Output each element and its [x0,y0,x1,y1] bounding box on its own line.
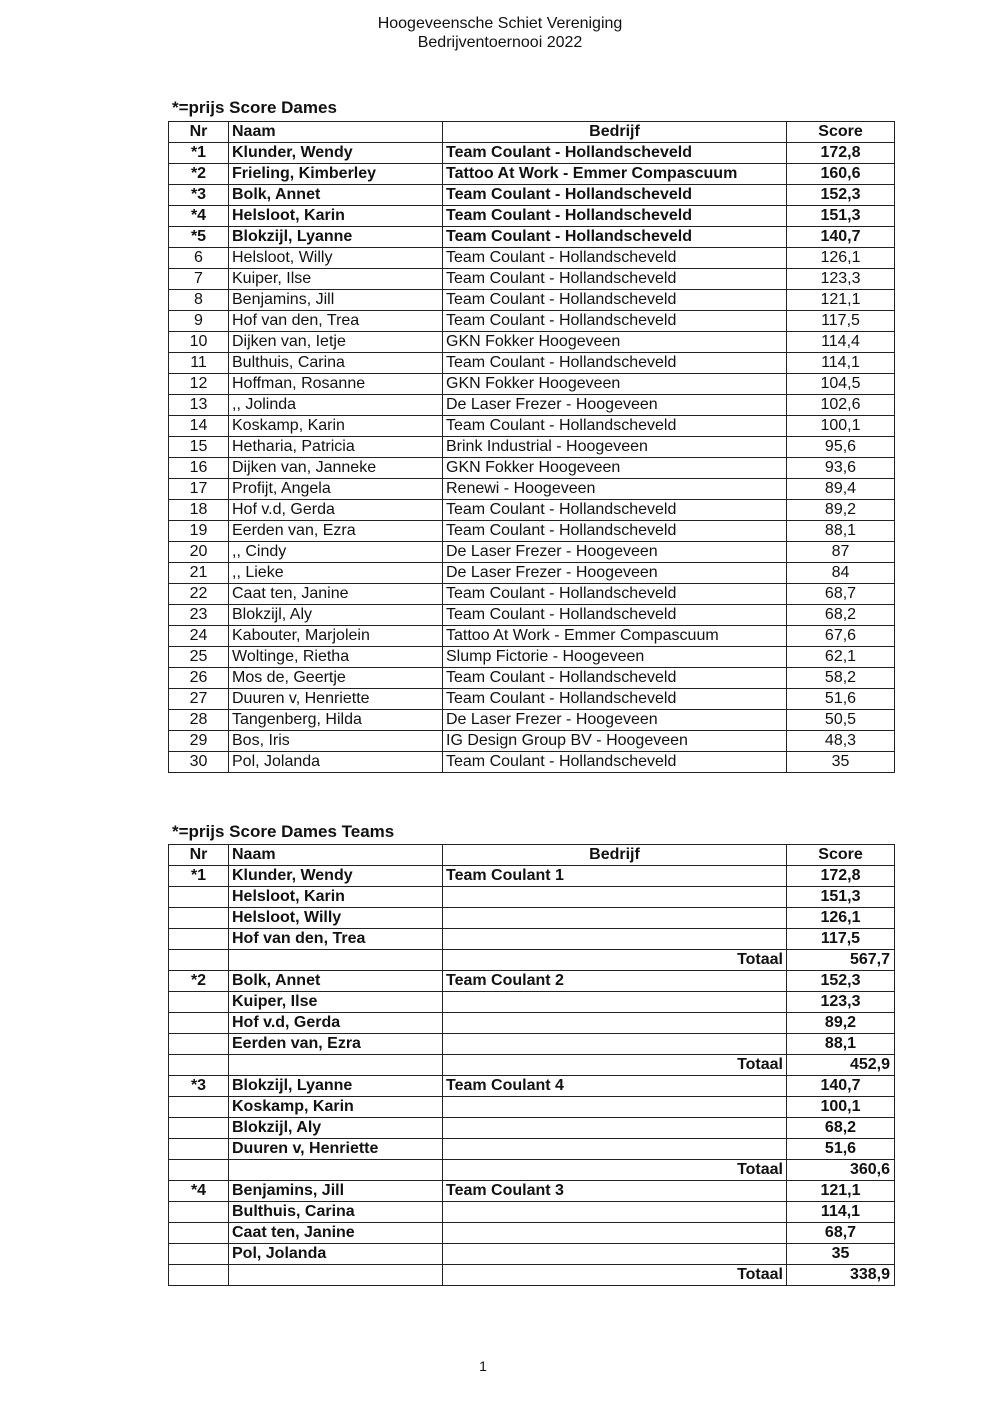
score-cell: 114,4 [787,332,895,353]
name-cell: Blokzijl, Lyanne [229,227,443,248]
company-cell: Team Coulant - Hollandscheveld [443,500,787,521]
team-scores-table [168,844,895,1286]
team-member-row [169,1034,895,1055]
team-name-cell [443,1139,787,1160]
team-member-row [169,1118,895,1139]
rank-cell: *1 [169,143,229,164]
empty-cell [229,1160,443,1181]
rank-cell: 17 [169,479,229,500]
company-cell: Team Coulant - Hollandscheveld [443,143,787,164]
table-row [169,311,895,332]
column-header-bedrijf: Bedrijf [443,122,787,143]
total-score: 338,9 [787,1265,895,1286]
total-label: Totaal [443,950,787,971]
name-cell: Dijken van, Ietje [229,332,443,353]
team-name-cell: Team Coulant 1 [443,866,787,887]
name-cell: Tangenberg, Hilda [229,710,443,731]
name-cell: Blokzijl, Aly [229,605,443,626]
score-cell: 123,3 [787,992,895,1013]
company-cell: Team Coulant - Hollandscheveld [443,668,787,689]
empty-cell [169,1265,229,1286]
rank-cell [169,929,229,950]
table-row [169,416,895,437]
name-cell: Mos de, Geertje [229,668,443,689]
name-cell: Blokzijl, Aly [229,1118,443,1139]
company-cell: Team Coulant - Hollandscheveld [443,416,787,437]
rank-cell: *2 [169,164,229,185]
rank-cell: 28 [169,710,229,731]
team-name-cell [443,1202,787,1223]
rank-cell: 21 [169,563,229,584]
rank-cell [169,1202,229,1223]
empty-cell [169,1055,229,1076]
score-cell: 126,1 [787,248,895,269]
rank-cell: 26 [169,668,229,689]
score-cell: 58,2 [787,668,895,689]
rank-cell [169,1139,229,1160]
team-member-row [169,908,895,929]
company-cell: Team Coulant - Hollandscheveld [443,353,787,374]
score-cell: 140,7 [787,227,895,248]
company-cell: GKN Fokker Hoogeveen [443,374,787,395]
table-row [169,227,895,248]
total-label: Totaal [443,1265,787,1286]
score-cell: 117,5 [787,311,895,332]
rank-cell: 19 [169,521,229,542]
name-cell: Eerden van, Ezra [229,521,443,542]
company-cell: Tattoo At Work - Emmer Compascuum [443,626,787,647]
table-row [169,542,895,563]
rank-cell: 16 [169,458,229,479]
rank-cell [169,1034,229,1055]
score-cell: 87 [787,542,895,563]
teams-table-body [169,866,895,1286]
club-name: Hoogeveensche Schiet Vereniging [377,15,623,32]
company-cell: De Laser Frezer - Hoogeveen [443,542,787,563]
rank-cell: 14 [169,416,229,437]
score-cell: 51,6 [787,689,895,710]
rank-cell [169,908,229,929]
company-cell: Team Coulant - Hollandscheveld [443,290,787,311]
company-cell: IG Design Group BV - Hoogeveen [443,731,787,752]
score-cell: 89,2 [787,500,895,521]
team-name-cell: Team Coulant 2 [443,971,787,992]
name-cell: Hoffman, Rosanne [229,374,443,395]
table-row [169,500,895,521]
team-member-row [169,1097,895,1118]
team-member-row [169,992,895,1013]
score-cell: 89,4 [787,479,895,500]
name-cell: Bos, Iris [229,731,443,752]
company-cell: Team Coulant - Hollandscheveld [443,689,787,710]
name-cell: Frieling, Kimberley [229,164,443,185]
page-number: 1 [479,1358,487,1374]
table-row [169,164,895,185]
team-name-cell [443,929,787,950]
score-cell: 68,7 [787,584,895,605]
score-cell: 121,1 [787,1181,895,1202]
rank-cell: *3 [169,1076,229,1097]
total-label: Totaal [443,1160,787,1181]
score-cell: 93,6 [787,458,895,479]
rank-cell: 6 [169,248,229,269]
table-row [169,689,895,710]
table-row [169,374,895,395]
table-row [169,521,895,542]
team-total-row [169,1055,895,1076]
name-cell: Helsloot, Karin [229,206,443,227]
rank-cell: *3 [169,185,229,206]
table-row [169,605,895,626]
rank-cell: 22 [169,584,229,605]
score-cell: 68,7 [787,1223,895,1244]
rank-cell: *5 [169,227,229,248]
table-row [169,668,895,689]
individual-table-body [169,143,895,773]
table-row [169,332,895,353]
team-total-row [169,950,895,971]
team-member-row [169,971,895,992]
name-cell: Koskamp, Karin [229,1097,443,1118]
name-cell: Benjamins, Jill [229,1181,443,1202]
name-cell: Kabouter, Marjolein [229,626,443,647]
name-cell: Eerden van, Ezra [229,1034,443,1055]
company-cell: Team Coulant - Hollandscheveld [443,311,787,332]
name-cell: Bulthuis, Carina [229,353,443,374]
score-cell: 35 [787,752,895,773]
team-name-cell [443,887,787,908]
table-header-row [169,122,895,143]
name-cell: Hof van den, Trea [229,929,443,950]
rank-cell: 23 [169,605,229,626]
name-cell: Hetharia, Patricia [229,437,443,458]
rank-cell: 9 [169,311,229,332]
score-cell: 151,3 [787,887,895,908]
rank-cell: 30 [169,752,229,773]
tournament-name: Bedrijventoernooi 2022 [417,34,583,51]
score-cell: 48,3 [787,731,895,752]
name-cell: Duuren v, Henriette [229,1139,443,1160]
company-cell: Tattoo At Work - Emmer Compascuum [443,164,787,185]
score-cell: 88,1 [787,521,895,542]
name-cell: Caat ten, Janine [229,1223,443,1244]
company-cell: Team Coulant - Hollandscheveld [443,206,787,227]
rank-cell: 18 [169,500,229,521]
name-cell: Hof v.d, Gerda [229,1013,443,1034]
score-cell: 126,1 [787,908,895,929]
company-cell: Team Coulant - Hollandscheveld [443,227,787,248]
column-header-bedrijf: Bedrijf [443,845,787,866]
rank-cell [169,1013,229,1034]
column-header-score: Score [787,845,895,866]
team-member-row [169,887,895,908]
name-cell: Blokzijl, Lyanne [229,1076,443,1097]
score-cell: 51,6 [787,1139,895,1160]
team-member-row [169,1202,895,1223]
rank-cell [169,1118,229,1139]
table-row [169,563,895,584]
name-cell: Benjamins, Jill [229,290,443,311]
team-name-cell [443,908,787,929]
company-cell: De Laser Frezer - Hoogeveen [443,563,787,584]
empty-cell [169,1160,229,1181]
total-score: 452,9 [787,1055,895,1076]
score-cell: 89,2 [787,1013,895,1034]
team-name-cell: Team Coulant 3 [443,1181,787,1202]
rank-cell: 7 [169,269,229,290]
rank-cell: *4 [169,1181,229,1202]
name-cell: Bulthuis, Carina [229,1202,443,1223]
column-header-naam: Naam [229,845,443,866]
name-cell: Helsloot, Willy [229,248,443,269]
table-row [169,437,895,458]
score-cell: 68,2 [787,605,895,626]
name-cell: Klunder, Wendy [229,866,443,887]
team-name-cell [443,992,787,1013]
name-cell: Profijt, Angela [229,479,443,500]
table-row [169,269,895,290]
total-score: 567,7 [787,950,895,971]
rank-cell: 15 [169,437,229,458]
name-cell: Pol, Jolanda [229,1244,443,1265]
company-cell: Team Coulant - Hollandscheveld [443,521,787,542]
table-row [169,647,895,668]
table-row [169,395,895,416]
document-header [0,14,1000,52]
rank-cell [169,1097,229,1118]
table-row [169,479,895,500]
table-row [169,143,895,164]
rank-cell: 12 [169,374,229,395]
name-cell: Klunder, Wendy [229,143,443,164]
table-row [169,206,895,227]
team-name-cell [443,1223,787,1244]
company-cell: Team Coulant - Hollandscheveld [443,584,787,605]
table-row [169,731,895,752]
score-cell: 160,6 [787,164,895,185]
name-cell: Dijken van, Janneke [229,458,443,479]
individual-section-title: *=prijs Score Dames [172,98,337,117]
team-member-row [169,1076,895,1097]
rank-cell: 10 [169,332,229,353]
score-cell: 104,5 [787,374,895,395]
rank-cell: 24 [169,626,229,647]
company-cell: Team Coulant - Hollandscheveld [443,269,787,290]
score-cell: 84 [787,563,895,584]
name-cell: Koskamp, Karin [229,416,443,437]
score-cell: 140,7 [787,1076,895,1097]
table-row [169,248,895,269]
team-member-row [169,1013,895,1034]
team-total-row [169,1160,895,1181]
table-row [169,584,895,605]
score-cell: 114,1 [787,353,895,374]
team-member-row [169,1244,895,1265]
empty-cell [229,1265,443,1286]
rank-cell [169,887,229,908]
name-cell: Bolk, Annet [229,185,443,206]
score-cell: 50,5 [787,710,895,731]
score-cell: 117,5 [787,929,895,950]
column-header-nr: Nr [169,845,229,866]
table-header-row [169,845,895,866]
company-cell: GKN Fokker Hoogeveen [443,458,787,479]
score-cell: 88,1 [787,1034,895,1055]
team-member-row [169,1223,895,1244]
company-cell: Team Coulant - Hollandscheveld [443,605,787,626]
score-cell: 152,3 [787,185,895,206]
name-cell: Bolk, Annet [229,971,443,992]
company-cell: Renewi - Hoogeveen [443,479,787,500]
empty-cell [229,1055,443,1076]
score-cell: 114,1 [787,1202,895,1223]
score-cell: 152,3 [787,971,895,992]
rank-cell: 20 [169,542,229,563]
team-name-cell: Team Coulant 4 [443,1076,787,1097]
name-cell: ,, Jolinda [229,395,443,416]
rank-cell: 8 [169,290,229,311]
table-row [169,626,895,647]
column-header-score: Score [787,122,895,143]
individual-scores-table [168,121,895,773]
total-score: 360,6 [787,1160,895,1181]
company-cell: De Laser Frezer - Hoogeveen [443,395,787,416]
rank-cell: 11 [169,353,229,374]
total-label: Totaal [443,1055,787,1076]
name-cell: Duuren v, Henriette [229,689,443,710]
score-cell: 100,1 [787,416,895,437]
team-member-row [169,929,895,950]
rank-cell [169,1244,229,1265]
table-row [169,710,895,731]
company-cell: De Laser Frezer - Hoogeveen [443,710,787,731]
rank-cell: *4 [169,206,229,227]
name-cell: Kuiper, Ilse [229,269,443,290]
name-cell: ,, Lieke [229,563,443,584]
score-cell: 102,6 [787,395,895,416]
team-member-row [169,1181,895,1202]
score-cell: 95,6 [787,437,895,458]
rank-cell [169,992,229,1013]
teams-section-title: *=prijs Score Dames Teams [172,822,395,841]
rank-cell: 13 [169,395,229,416]
table-row [169,353,895,374]
score-cell: 121,1 [787,290,895,311]
company-cell: Team Coulant - Hollandscheveld [443,185,787,206]
score-cell: 123,3 [787,269,895,290]
name-cell: Kuiper, Ilse [229,992,443,1013]
column-header-naam: Naam [229,122,443,143]
team-total-row [169,1265,895,1286]
team-member-row [169,1139,895,1160]
column-header-nr: Nr [169,122,229,143]
rank-cell: *2 [169,971,229,992]
name-cell: Helsloot, Willy [229,908,443,929]
company-cell: Team Coulant - Hollandscheveld [443,752,787,773]
team-name-cell [443,1097,787,1118]
company-cell: Brink Industrial - Hoogeveen [443,437,787,458]
table-row [169,752,895,773]
score-cell: 151,3 [787,206,895,227]
company-cell: GKN Fokker Hoogeveen [443,332,787,353]
empty-cell [169,950,229,971]
team-name-cell [443,1118,787,1139]
name-cell: Hof v.d, Gerda [229,500,443,521]
rank-cell: 29 [169,731,229,752]
rank-cell [169,1223,229,1244]
empty-cell [229,950,443,971]
company-cell: Team Coulant - Hollandscheveld [443,248,787,269]
score-cell: 35 [787,1244,895,1265]
team-name-cell [443,1034,787,1055]
rank-cell: *1 [169,866,229,887]
team-member-row [169,866,895,887]
name-cell: Pol, Jolanda [229,752,443,773]
table-row [169,458,895,479]
team-name-cell [443,1013,787,1034]
table-row [169,290,895,311]
name-cell: Caat ten, Janine [229,584,443,605]
score-cell: 100,1 [787,1097,895,1118]
score-cell: 68,2 [787,1118,895,1139]
table-row [169,185,895,206]
name-cell: Hof van den, Trea [229,311,443,332]
score-cell: 67,6 [787,626,895,647]
score-cell: 172,8 [787,866,895,887]
rank-cell: 25 [169,647,229,668]
team-name-cell [443,1244,787,1265]
score-cell: 172,8 [787,143,895,164]
company-cell: Slump Fictorie - Hoogeveen [443,647,787,668]
name-cell: ,, Cindy [229,542,443,563]
score-cell: 62,1 [787,647,895,668]
rank-cell: 27 [169,689,229,710]
name-cell: Woltinge, Rietha [229,647,443,668]
name-cell: Helsloot, Karin [229,887,443,908]
